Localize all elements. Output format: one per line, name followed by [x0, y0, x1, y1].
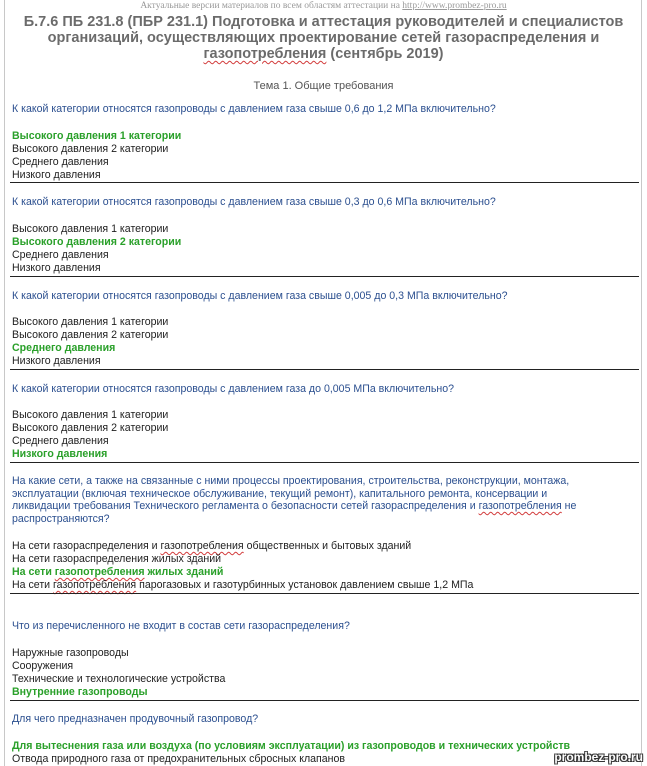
- answer: Высокого давления 2 категории: [12, 143, 169, 155]
- question-5-line: распространяются?: [12, 512, 110, 525]
- text-fragment: На сети газораспределения и: [12, 540, 161, 552]
- answer: Высокого давления 1 категории: [12, 409, 169, 421]
- divider: [10, 462, 639, 463]
- question-5-line: [12, 500, 612, 513]
- answer: Высокого давления 1 категории: [12, 316, 169, 328]
- answer-correct: Высокого давления 1 категории: [12, 130, 182, 142]
- answer: Среднего давления: [12, 435, 109, 447]
- answer-correct: [12, 566, 622, 579]
- text-fragment: газопотребления: [53, 579, 137, 591]
- answer-correct: Среднего давления: [12, 342, 116, 354]
- question-5-line: эксплуатации (включая техническое обслуживание, текущий ремонт), капитального ремонта, консервации и: [12, 487, 548, 500]
- answer: Технические и технологические устройства: [12, 673, 226, 685]
- answer: Высокого давления 1 категории: [12, 223, 169, 235]
- banner-link[interactable]: http://www.prombez-pro.ru: [402, 1, 507, 11]
- text-fragment: ликвидации требования Технического регламента о безопасности сетей газораспределения и: [12, 500, 479, 513]
- divider: [10, 369, 639, 370]
- topic-heading: Тема 1. Общие требования: [253, 80, 394, 92]
- answer-correct: Для вытеснения газа или воздуха (по условиям эксплуатации) из газопроводов и технических устройств: [12, 740, 571, 752]
- text-fragment: жилых зданий: [144, 566, 224, 578]
- title-line-3: [10, 46, 637, 62]
- question-4: К какой категории относятся газопроводы с давлением газа до 0,005 МПа включительно?: [12, 383, 454, 395]
- text-fragment: На сети: [12, 566, 55, 578]
- title-underlined-word: газопотребления: [203, 46, 327, 62]
- answer: Среднего давления: [12, 249, 109, 261]
- answer: Низкого давления: [12, 355, 101, 367]
- text-fragment: На сети: [12, 579, 54, 591]
- text-fragment: не: [561, 500, 577, 513]
- banner-text: Актуальные версии материалов по всем областям аттестации на: [140, 1, 403, 11]
- answer: Низкого давления: [12, 169, 101, 181]
- answer: [12, 540, 622, 553]
- answer: Низкого давления: [12, 262, 101, 274]
- question-1: К какой категории относятся газопроводы с давлением газа свыше 0,6 до 1,2 МПа включительно?: [12, 103, 496, 115]
- question-7: Для чего предназначен продувочный газопровод?: [12, 713, 259, 725]
- answer-correct: Внутренние газопроводы: [12, 686, 148, 698]
- question-6: Что из перечисленного не входит в состав сети газораспределения?: [12, 620, 350, 632]
- divider: [10, 182, 639, 183]
- question-2: К какой категории относятся газопроводы с давлением газа свыше 0,3 до 0,6 МПа включительно?: [12, 196, 496, 208]
- answer: На сети газораспределения жилых зданий: [12, 553, 222, 565]
- document-title: [10, 14, 637, 62]
- question-3: К какой категории относятся газопроводы с давлением газа свыше 0,005 до 0,3 МПа включительно?: [12, 290, 508, 302]
- answer: Отвода природного газа от предохранительных сбросных клапанов: [12, 753, 346, 765]
- watermark: prombez-pro.ru: [554, 750, 643, 764]
- title-date: (сентябрь 2019): [326, 46, 444, 62]
- answer: Высокого давления 2 категории: [12, 422, 169, 434]
- divider: [10, 700, 639, 701]
- title-line-2: организаций, осуществляющих проектирование сетей газораспределения и: [47, 30, 600, 46]
- answer: Высокого давления 2 категории: [12, 329, 169, 341]
- divider: [10, 276, 639, 277]
- question-5-line: На какие сети, а также на связанные с ними процессы проектирования, строительства, реконструкции, монтажа,: [12, 475, 570, 487]
- text-fragment: газопотребления: [160, 540, 244, 552]
- answer: Наружные газопроводы: [12, 647, 129, 659]
- answer-correct: Низкого давления: [12, 448, 108, 460]
- answer-correct: Высокого давления 2 категории: [12, 236, 182, 248]
- answer: Среднего давления: [12, 156, 109, 168]
- answer: Сооружения: [12, 660, 74, 672]
- text-fragment: парогазовых и газотурбинных установок давлением свыше 1,2 МПа: [136, 579, 474, 591]
- text-fragment: газопотребления: [54, 566, 145, 578]
- header-banner: [0, 1, 647, 11]
- divider: [10, 593, 639, 594]
- text-fragment: общественных и бытовых зданий: [243, 540, 412, 552]
- answer: [12, 579, 622, 592]
- text-fragment: газопотребления: [478, 500, 562, 513]
- question-5: [12, 475, 612, 525]
- title-line-1: Б.7.6 ПБ 231.8 (ПБР 231.1) Подготовка и аттестация руководителей и специалистов: [23, 14, 624, 30]
